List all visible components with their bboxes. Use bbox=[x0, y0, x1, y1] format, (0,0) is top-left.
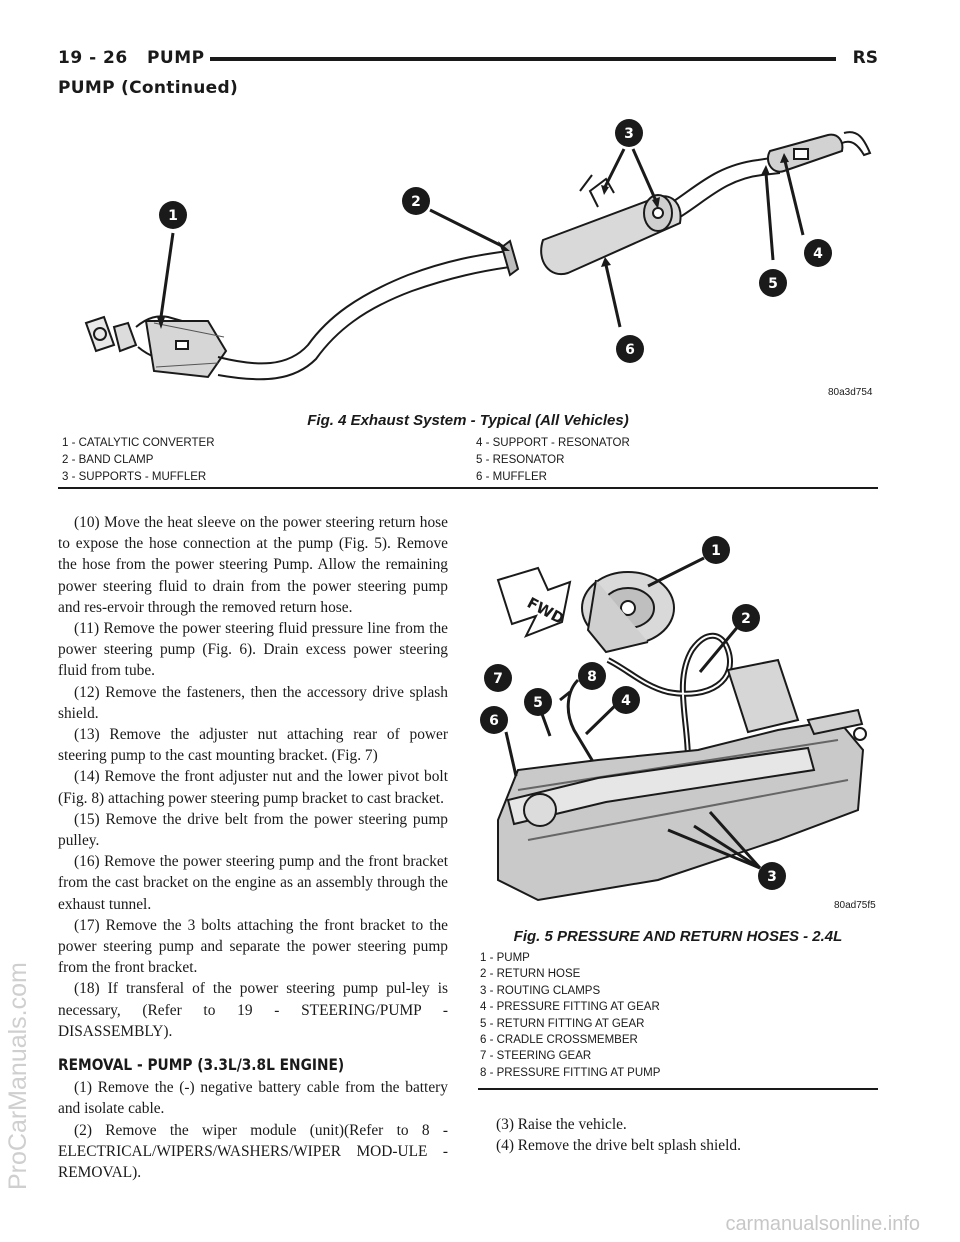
svg-text:1: 1 bbox=[168, 208, 178, 224]
page-reference: 19 - 26 PUMP bbox=[58, 48, 205, 68]
callout-4 bbox=[612, 686, 640, 714]
callout-5 bbox=[524, 688, 552, 716]
legend-item: 6 - CRADLE CROSSMEMBER bbox=[480, 1034, 638, 1047]
step-paragraph: (15) Remove the drive belt from the power steering pump pulley. bbox=[58, 810, 448, 850]
callout-3 bbox=[615, 119, 643, 147]
svg-text:8: 8 bbox=[587, 669, 597, 685]
callout-6 bbox=[616, 335, 644, 363]
legend-item: 6 - MUFFLER bbox=[476, 471, 547, 483]
callout-4 bbox=[804, 239, 832, 267]
legend-item: 4 - PRESSURE FITTING AT GEAR bbox=[480, 1001, 660, 1014]
exhaust-system-illustration bbox=[58, 105, 878, 410]
figure-4-caption: Fig. 4 Exhaust System - Typical (All Vehicles) bbox=[307, 412, 629, 429]
legend-item: 5 - RESONATOR bbox=[476, 454, 565, 466]
callout-7 bbox=[484, 664, 512, 692]
legend-item: 7 - STEERING GEAR bbox=[480, 1050, 592, 1063]
step-paragraph: (16) Remove the power steering pump and the front bracket from the cast bracket on the engine as an assembly through the exhaust tunnel. bbox=[58, 853, 448, 913]
svg-text:4: 4 bbox=[813, 246, 823, 262]
figure-5-rule bbox=[478, 1088, 878, 1090]
legend-item: 3 - ROUTING CLAMPS bbox=[480, 984, 601, 997]
step-paragraph: (2) Remove the wiper module (unit)(Refer to 8 - ELECTRICAL/WIPERS/WASHERS/WIPER MOD-ULE - REMOVAL). bbox=[58, 1121, 448, 1182]
legend-item: 1 - CATALYTIC CONVERTER bbox=[62, 437, 215, 449]
svg-text:7: 7 bbox=[493, 671, 503, 687]
power-steering-hoses-illustration bbox=[478, 520, 878, 915]
fwd-arrow-icon bbox=[498, 568, 570, 636]
step-paragraph: (18) If transferal of the power steering pump pul-ley is necessary, (Refer to 19 - STEERING/PUMP - DISASSEMBLY). bbox=[58, 980, 448, 1040]
svg-text:6: 6 bbox=[489, 713, 499, 729]
figure-image-id: 80a3d754 bbox=[828, 387, 873, 398]
callout-5 bbox=[759, 269, 787, 297]
svg-text:1: 1 bbox=[711, 543, 721, 559]
legend-item: 2 - RETURN HOSE bbox=[480, 968, 581, 981]
legend-item: 2 - BAND CLAMP bbox=[62, 454, 154, 466]
removal-heading: REMOVAL - PUMP (3.3L/3.8L ENGINE) bbox=[58, 1055, 345, 1075]
callout-1 bbox=[159, 201, 187, 229]
section-title: PUMP (Continued) bbox=[58, 78, 239, 98]
callout-1 bbox=[702, 536, 730, 564]
step-paragraph: (14) Remove the front adjuster nut and the lower pivot bolt (Fig. 8) attaching power steering pump bracket to cast bracket. bbox=[58, 768, 448, 807]
legend-item: 4 - SUPPORT - RESONATOR bbox=[476, 437, 630, 449]
step-paragraph: (3) Raise the vehicle. bbox=[496, 1116, 627, 1133]
figure-4-rule bbox=[58, 487, 878, 489]
svg-text:2: 2 bbox=[741, 611, 751, 627]
svg-text:5: 5 bbox=[768, 276, 778, 292]
svg-text:FWD: FWD bbox=[524, 593, 568, 628]
figure-image-id: 80ad75f5 bbox=[834, 900, 876, 911]
svg-text:3: 3 bbox=[624, 126, 634, 142]
svg-text:3: 3 bbox=[767, 869, 777, 885]
callout-6 bbox=[480, 706, 508, 734]
callout-8 bbox=[578, 662, 606, 690]
figure-5-caption: Fig. 5 PRESSURE AND RETURN HOSES - 2.4L bbox=[513, 928, 843, 945]
svg-text:6: 6 bbox=[625, 342, 635, 358]
step-paragraph: (17) Remove the 3 bolts attaching the front bracket to the power steering pump and separate the power steering pump from the front bracket. bbox=[58, 916, 448, 977]
step-paragraph: (12) Remove the fasteners, then the accessory drive splash shield. bbox=[58, 683, 448, 722]
step-paragraph: (1) Remove the (-) negative battery cable from the battery and isolate cable. bbox=[58, 1079, 448, 1118]
step-paragraph: (11) Remove the power steering fluid pressure line from the power steering pump (Fig. 6). Drain excess power steering fluid from tube. bbox=[58, 620, 448, 680]
right-column-text bbox=[480, 1114, 878, 1156]
side-watermark: ProCarManuals.com bbox=[4, 962, 32, 1190]
step-paragraph: (4) Remove the drive belt splash shield. bbox=[496, 1137, 741, 1155]
callout-2 bbox=[732, 604, 760, 632]
model-code: RS bbox=[852, 48, 878, 68]
svg-text:2: 2 bbox=[411, 194, 421, 210]
header-rule bbox=[210, 57, 836, 61]
step-paragraph: (10) Move the heat sleeve on the power steering return hose to expose the hose connection at the pump (Fig. 5). Remove the hose from the power steering Pump. Allow the remaining power steering fluid to drain from the power steering pump and res-ervoir through the removed return hose. bbox=[58, 514, 448, 616]
step-paragraph: (13) Remove the adjuster nut attaching rear of power steering pump to the cast mounting bracket. (Fig. 7) bbox=[58, 726, 448, 765]
legend-item: 5 - RETURN FITTING AT GEAR bbox=[480, 1017, 645, 1030]
figure-5-legend bbox=[480, 950, 660, 1081]
legend-item: 8 - PRESSURE FITTING AT PUMP bbox=[480, 1066, 661, 1079]
bottom-watermark: carmanualsonline.info bbox=[725, 1213, 920, 1235]
legend-item: 1 - PUMP bbox=[480, 952, 530, 964]
left-column-text bbox=[58, 512, 448, 1183]
svg-text:5: 5 bbox=[533, 695, 543, 711]
callout-2 bbox=[402, 187, 430, 215]
callout-3 bbox=[758, 862, 786, 890]
svg-text:4: 4 bbox=[621, 693, 631, 709]
page-header bbox=[58, 48, 878, 72]
legend-item: 3 - SUPPORTS - MUFFLER bbox=[62, 471, 207, 483]
